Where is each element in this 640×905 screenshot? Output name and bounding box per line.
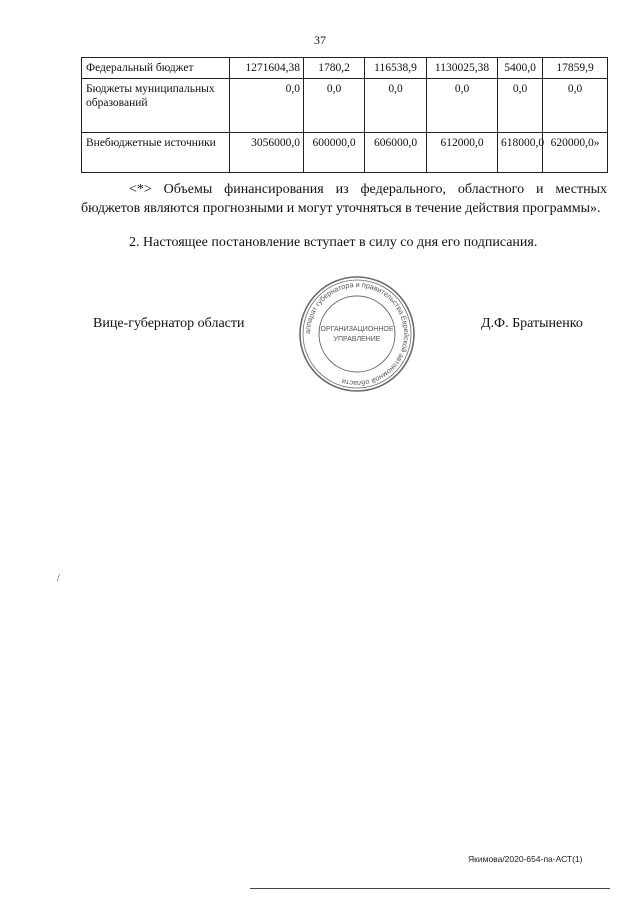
row-label: Бюджеты муниципальных образований [82, 79, 230, 133]
row-label: Внебюджетные источники [82, 133, 230, 173]
seal-center-line-1: ОРГАНИЗАЦИОННОЕ [320, 326, 394, 333]
table-cell: 0,0 [427, 79, 498, 133]
page-number: 37 [314, 33, 326, 47]
table-cell: 116538,9 [365, 58, 427, 79]
clause-2: 2. Настоящее постановление вступает в силу со дня его подписания. [129, 235, 538, 250]
table-cell: 606000,0 [365, 133, 427, 173]
table-cell: 620000,0» [543, 133, 608, 173]
table-cell: 1780,2 [304, 58, 365, 79]
table-cell: 600000,0 [304, 133, 365, 173]
table-cell: 17859,9 [543, 58, 608, 79]
table-row [82, 133, 608, 173]
row-label: Федеральный бюджет [82, 58, 230, 79]
seal-ring-text: аппарат губернатора и правительства Еврейской автономной области [302, 279, 412, 389]
table-cell: 1130025,38 [427, 58, 498, 79]
table-row [82, 58, 608, 79]
table-cell: 0,0 [304, 79, 365, 133]
financing-note: <*> Объемы финансирования из федерального, областного и местных бюджетов являются прогнозными и могут уточняться в течение действия программы». [81, 182, 607, 216]
bottom-rule [250, 888, 610, 889]
signatory-name: Д.Ф. Братыненко [481, 316, 583, 331]
table-cell: 0,0 [365, 79, 427, 133]
table-cell: 1271604,38 [230, 58, 304, 79]
document-code: Якимова/2020-654-па-АСТ(1) [468, 854, 583, 864]
table-cell: 0,0 [498, 79, 543, 133]
signatory-position: Вице-губернатор области [93, 316, 245, 331]
table-cell: 3056000,0 [230, 133, 304, 173]
table-cell: 5400,0 [498, 58, 543, 79]
table-cell: 612000,0 [427, 133, 498, 173]
seal-center-line-2: УПРАВЛЕНИЕ [333, 336, 381, 343]
table-cell: 618000,0 [498, 133, 543, 173]
official-seal-icon [297, 274, 417, 394]
table-cell: 0,0 [230, 79, 304, 133]
budget-table [81, 57, 608, 173]
table-row [82, 79, 608, 133]
margin-mark: / [57, 573, 60, 584]
table-cell: 0,0 [543, 79, 608, 133]
